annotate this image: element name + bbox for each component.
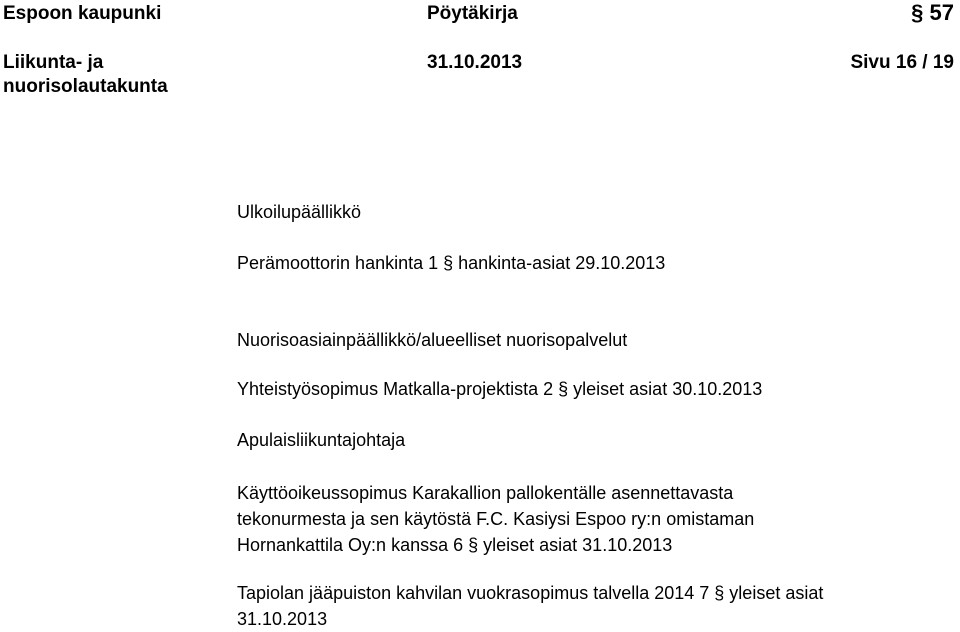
section-number-value: 57 [929,0,954,25]
board-name-line2: nuorisolautakunta [3,76,168,97]
meeting-date: 31.10.2013 [427,52,523,73]
organization-name: Espoon kaupunki [3,3,162,24]
entry-title: Nuorisoasiainpäällikkö/alueelliset nuorisopalvelut [237,330,628,350]
entry-decision: Perämoottorin hankinta 1 § hankinta-asiat 29.10.2013 [237,253,666,273]
document-type: Pöytäkirja [427,3,518,24]
board-name-line1: Liikunta- ja [3,52,104,73]
entry-decision: Tapiolan jääpuiston kahvilan vuokrasopimus talvella 2014 7 § yleiset asiat 31.10.2013 [237,583,824,629]
entry-title: Apulaisliikuntajohtaja [237,430,406,450]
section-symbol: § [911,0,924,25]
entry-title: Ulkoilupäällikkö [237,202,362,222]
entry-decision: Yhteistyösopimus Matkalla-projektista 2 § yleiset asiat 30.10.2013 [237,379,763,399]
entry-decision: Käyttöoikeussopimus Karakallion pallokentälle asennettavasta tekonurmesta ja sen käytöstä F.C. Kasiysi Espoo ry:n omistaman Hornankattila Oy:n kanssa 6 § yleiset asiat 31.10.2013 [237,483,755,555]
section-number [911,1,954,24]
page-number: Sivu 16 / 19 [850,52,954,73]
